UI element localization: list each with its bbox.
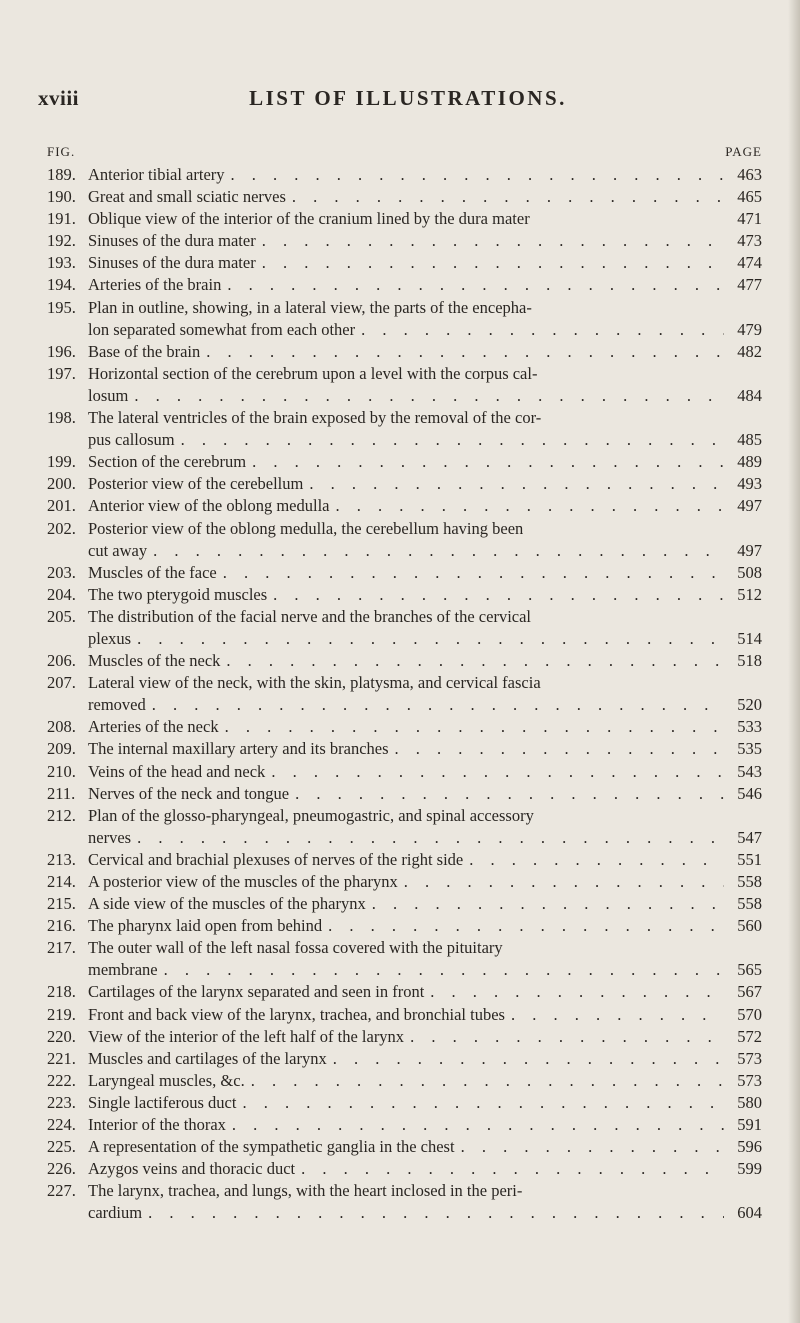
figure-caption: Arteries of the neck (88, 717, 219, 737)
page-reference: 591 (737, 1115, 762, 1135)
figure-caption: pus callosum (88, 430, 175, 450)
figure-caption: The internal maxillary artery and its branches (88, 739, 389, 759)
entry-line (47, 915, 762, 937)
entry-line (47, 694, 762, 716)
dot-leader (289, 783, 724, 805)
page-reference: 543 (737, 761, 762, 781)
figure-caption: Interior of the thorax (88, 1115, 226, 1135)
page-reference: 596 (737, 1137, 762, 1157)
entry-line (47, 716, 762, 738)
figure-number: 189. (47, 165, 76, 184)
figure-caption: The two pterygoid muscles (88, 584, 268, 604)
figure-caption: Veins of the head and neck (88, 761, 266, 781)
figure-number: 216. (47, 916, 76, 936)
figure-caption: The larynx, trachea, and lungs, with the heart inclosed in the peri- (88, 1181, 523, 1201)
dot-leader (355, 319, 724, 341)
entry-line (47, 650, 762, 672)
entry-line (47, 1158, 762, 1180)
page-number: xviii (38, 86, 80, 110)
figure-number: 223. (47, 1092, 76, 1112)
figure-caption: Plan in outline, showing, in a lateral view, the parts of the encepha- (88, 297, 532, 317)
page-reference: 570 (737, 1004, 762, 1024)
figure-number: 217. (47, 938, 76, 958)
page-reference: 572 (737, 1026, 762, 1046)
figure-number: 194. (47, 275, 76, 295)
figure-caption: Posterior view of the oblong medulla, the cerebellum having been (88, 518, 524, 538)
entry-line (47, 827, 762, 849)
entry-line (47, 937, 762, 959)
page-reference: 573 (737, 1048, 762, 1068)
figure-number: 204. (47, 584, 76, 604)
figure-number: 208. (47, 717, 76, 737)
figure-caption: Oblique view of the interior of the cranium lined by the dura mater (88, 209, 530, 229)
indent-spacer (47, 429, 88, 451)
page-reference: 484 (737, 385, 762, 405)
dot-leader (295, 1158, 724, 1180)
page-reference: 493 (737, 474, 762, 494)
list-item (47, 297, 762, 341)
entry-line (47, 1180, 762, 1202)
list-item (47, 252, 762, 274)
page-reference: 546 (737, 783, 762, 803)
entry-line (47, 783, 762, 805)
figure-number: 222. (47, 1070, 76, 1090)
page-reference: 518 (737, 651, 762, 671)
entry-line (47, 805, 762, 827)
list-item (47, 473, 762, 495)
figure-caption: Single lactiferous duct (88, 1092, 237, 1112)
figure-caption: The distribution of the facial nerve and the branches of the cervical (88, 606, 532, 626)
figure-caption: losum (88, 385, 129, 405)
figure-caption: removed (88, 695, 146, 715)
figure-caption: Azygos veins and thoracic duct (88, 1159, 296, 1179)
figure-caption: A posterior view of the muscles of the pharynx (88, 872, 398, 891)
page-reference: 573 (737, 1070, 762, 1090)
figure-number: 199. (47, 452, 76, 472)
page-reference: 580 (737, 1092, 762, 1112)
figure-number: 193. (47, 253, 76, 273)
dot-leader (131, 827, 724, 849)
figure-number: 218. (47, 982, 76, 1002)
entry-line (47, 1004, 762, 1026)
figure-number: 207. (47, 673, 76, 693)
list-item (47, 274, 762, 296)
page-reference: 547 (737, 827, 762, 847)
entry-line (47, 628, 762, 650)
entry-line (47, 407, 762, 429)
dot-leader (220, 650, 724, 672)
figure-caption: Sinuses of the dura mater (88, 253, 256, 273)
dot-leader (221, 274, 724, 296)
figure-caption: Cervical and brachial plexuses of nerves of the right side (88, 849, 464, 869)
figure-caption: Nerves of the neck and tongue (88, 783, 290, 803)
page-reference: 479 (737, 319, 762, 339)
list-item (47, 562, 762, 584)
list-item (47, 761, 762, 783)
indent-spacer (47, 385, 88, 407)
figure-number: 211. (47, 783, 76, 803)
entry-line (47, 761, 762, 783)
dot-leader (389, 738, 724, 760)
list-item (47, 893, 762, 915)
entry-line (47, 1202, 762, 1224)
figure-caption: membrane (88, 960, 158, 980)
entry-line (47, 164, 762, 186)
page-reference: 463 (737, 165, 762, 184)
figure-caption: cut away (88, 540, 148, 560)
list-item (47, 915, 762, 937)
indent-spacer (47, 959, 88, 981)
entry-line (47, 473, 762, 495)
dot-leader (236, 1092, 724, 1114)
figure-caption: Base of the brain (88, 341, 201, 361)
page-gutter-shadow (788, 0, 800, 1323)
figure-number: 203. (47, 562, 76, 582)
figure-number: 198. (47, 408, 76, 428)
dot-leader (245, 1070, 724, 1092)
list-item (47, 849, 762, 871)
page-reference: 473 (737, 231, 762, 251)
figure-caption: Sinuses of the dura mater (88, 231, 256, 251)
page-reference: 604 (737, 1203, 762, 1223)
dot-leader (455, 1136, 724, 1158)
figure-number: 191. (47, 209, 76, 229)
list-item (47, 937, 762, 981)
entry-line (47, 363, 762, 385)
figure-number: 192. (47, 231, 76, 251)
entry-line (47, 1114, 762, 1136)
list-item (47, 1180, 762, 1224)
figure-caption: Muscles of the face (88, 562, 217, 582)
entry-line (47, 849, 762, 871)
indent-spacer (47, 319, 88, 341)
figure-caption: A representation of the sympathetic ganglia in the chest (88, 1137, 455, 1157)
list-item (47, 208, 762, 230)
entry-line (47, 341, 762, 363)
dot-leader (158, 959, 724, 981)
figure-number: 209. (47, 739, 76, 759)
list-item (47, 495, 762, 517)
list-item (47, 1158, 762, 1180)
dot-leader (256, 252, 724, 274)
page-reference: 497 (737, 540, 762, 560)
entry-line (47, 319, 762, 341)
page-title: LIST OF ILLUSTRATIONS. (249, 86, 567, 110)
figure-number: 224. (47, 1115, 76, 1135)
figure-number: 214. (47, 872, 76, 891)
dot-leader (366, 893, 724, 915)
entry-line (47, 429, 762, 451)
figure-number: 212. (47, 805, 76, 825)
dot-leader (217, 562, 724, 584)
dot-leader (327, 1048, 724, 1070)
dot-leader (256, 230, 724, 252)
dot-leader (267, 584, 724, 606)
page-reference: 465 (737, 187, 762, 207)
list-item (47, 230, 762, 252)
list-item (47, 871, 762, 893)
list-item (47, 164, 762, 186)
dot-leader (505, 1004, 724, 1026)
figure-number: 221. (47, 1048, 76, 1068)
page-reference: 512 (737, 584, 762, 604)
dot-leader (329, 495, 724, 517)
list-item (47, 1092, 762, 1114)
figure-number: 195. (47, 297, 76, 317)
figure-caption: Section of the cerebrum (88, 452, 247, 472)
page-reference: 474 (737, 253, 762, 273)
page-reference: 551 (737, 849, 762, 869)
figure-number: 205. (47, 606, 76, 626)
figure-caption: Plan of the glosso-pharyngeal, pneumogastric, and spinal accessory (88, 805, 534, 825)
dot-leader (142, 1202, 724, 1224)
page-reference: 560 (737, 916, 762, 936)
entry-line (47, 981, 762, 1003)
figure-caption: nerves (88, 827, 132, 847)
list-item (47, 606, 762, 650)
list-item (47, 363, 762, 407)
entry-line (47, 1048, 762, 1070)
entry-line (47, 518, 762, 540)
entry-line (47, 1092, 762, 1114)
fig-column-heading: FIG. (47, 144, 76, 159)
entry-line (47, 738, 762, 760)
figure-caption: Anterior tibial artery (88, 165, 225, 184)
page-column-heading: PAGE (725, 144, 762, 159)
indent-spacer (47, 628, 88, 650)
page-reference: 514 (737, 628, 762, 648)
entry-line (47, 230, 762, 252)
dot-leader (424, 981, 724, 1003)
figure-caption: The lateral ventricles of the brain exposed by the removal of the cor- (88, 408, 542, 428)
list-item (47, 981, 762, 1003)
page-reference: 535 (737, 739, 762, 759)
entry-line (47, 495, 762, 517)
entry-line (47, 540, 762, 562)
figure-caption: plexus (88, 628, 132, 648)
entry-line (47, 208, 762, 230)
list-item (47, 783, 762, 805)
entry-line (47, 871, 762, 893)
dot-leader (286, 186, 724, 208)
dot-leader (226, 1114, 724, 1136)
list-item (47, 1004, 762, 1026)
dot-leader (225, 164, 724, 186)
page-reference: 567 (737, 982, 762, 1002)
page-reference: 489 (737, 452, 762, 472)
dot-leader (265, 761, 724, 783)
entry-line (47, 1136, 762, 1158)
page-reference: 508 (737, 562, 762, 582)
figure-number: 219. (47, 1004, 76, 1024)
figure-caption: Cartilages of the larynx separated and seen in front (88, 982, 425, 1002)
figure-caption: A side view of the muscles of the pharynx (88, 894, 366, 914)
list-item (47, 805, 762, 849)
dot-leader (463, 849, 724, 871)
page-reference: 482 (737, 341, 762, 361)
figure-caption: Horizontal section of the cerebrum upon a level with the corpus cal- (88, 363, 538, 383)
list-item (47, 1070, 762, 1092)
page-reference: 485 (737, 430, 762, 450)
entry-line (47, 297, 762, 319)
figure-caption: Arteries of the brain (88, 275, 222, 295)
dot-leader (128, 385, 724, 407)
figure-number: 201. (47, 496, 76, 516)
entry-line (47, 1026, 762, 1048)
entry-line (47, 893, 762, 915)
dot-leader (131, 628, 724, 650)
list-item (47, 1114, 762, 1136)
indent-spacer (47, 827, 88, 849)
entry-line (47, 274, 762, 296)
list-item (47, 1026, 762, 1048)
figure-number: 226. (47, 1159, 76, 1179)
figure-caption: Anterior view of the oblong medulla (88, 496, 330, 516)
list-item (47, 451, 762, 473)
indent-spacer (47, 694, 88, 716)
dot-leader (200, 341, 724, 363)
list-item (47, 672, 762, 716)
entry-line (47, 252, 762, 274)
figure-number: 215. (47, 894, 76, 914)
entry-line (47, 186, 762, 208)
dot-leader (322, 915, 724, 937)
page-reference: 599 (737, 1159, 762, 1179)
list-item (47, 650, 762, 672)
dot-leader (175, 429, 724, 451)
illustrations-list (47, 164, 762, 1225)
page-reference: 520 (737, 695, 762, 715)
indent-spacer (47, 1202, 88, 1224)
figure-number: 225. (47, 1137, 76, 1157)
list-item (47, 584, 762, 606)
figure-caption: Muscles and cartilages of the larynx (88, 1048, 327, 1068)
figure-caption: Front and back view of the larynx, trachea, and bronchial tubes (88, 1004, 505, 1024)
figure-caption: The pharynx laid open from behind (88, 916, 323, 936)
list-item (47, 341, 762, 363)
dot-leader (219, 716, 724, 738)
dot-leader (398, 871, 724, 893)
list-item (47, 716, 762, 738)
entry-line (47, 672, 762, 694)
figure-number: 190. (47, 187, 76, 207)
page-reference: 477 (737, 275, 762, 295)
figure-number: 213. (47, 849, 76, 869)
figure-caption: Posterior view of the cerebellum (88, 474, 304, 494)
figure-caption: View of the interior of the left half of the larynx (88, 1026, 405, 1046)
indent-spacer (47, 540, 88, 562)
list-item (47, 1048, 762, 1070)
list-item (47, 738, 762, 760)
page-reference: 533 (737, 717, 762, 737)
list-item (47, 518, 762, 562)
figure-caption: cardium (88, 1203, 143, 1223)
list-item (47, 407, 762, 451)
list-item (47, 186, 762, 208)
entry-line (47, 385, 762, 407)
dot-leader (303, 473, 724, 495)
figure-number: 200. (47, 474, 76, 494)
entry-line (47, 959, 762, 981)
figure-number: 210. (47, 761, 76, 781)
figure-number: 202. (47, 518, 76, 538)
page-reference: 497 (737, 496, 762, 516)
entry-line (47, 1070, 762, 1092)
figure-caption: lon separated somewhat from each other (88, 319, 356, 339)
figure-caption: The outer wall of the left nasal fossa covered with the pituitary (88, 938, 503, 958)
figure-caption: Great and small sciatic nerves (88, 187, 286, 207)
page-reference: 558 (737, 894, 762, 914)
dot-leader (246, 451, 724, 473)
dot-leader (146, 694, 724, 716)
entry-line (47, 562, 762, 584)
page-reference: 558 (737, 872, 762, 891)
page-reference: 565 (737, 960, 762, 980)
figure-caption: Muscles of the neck (88, 651, 221, 671)
entry-line (47, 451, 762, 473)
figure-caption: Lateral view of the neck, with the skin, platysma, and cervical fascia (88, 673, 541, 693)
figure-number: 206. (47, 651, 76, 671)
dot-leader (147, 540, 724, 562)
entry-line (47, 606, 762, 628)
list-item (47, 1136, 762, 1158)
running-head (38, 86, 778, 110)
figure-number: 220. (47, 1026, 76, 1046)
figure-number: 197. (47, 363, 76, 383)
page-reference: 471 (737, 209, 762, 229)
figure-caption: Laryngeal muscles, &c. (88, 1070, 245, 1090)
entry-line (47, 584, 762, 606)
figure-number: 227. (47, 1181, 76, 1201)
dot-leader (404, 1026, 724, 1048)
figure-number: 196. (47, 341, 76, 361)
